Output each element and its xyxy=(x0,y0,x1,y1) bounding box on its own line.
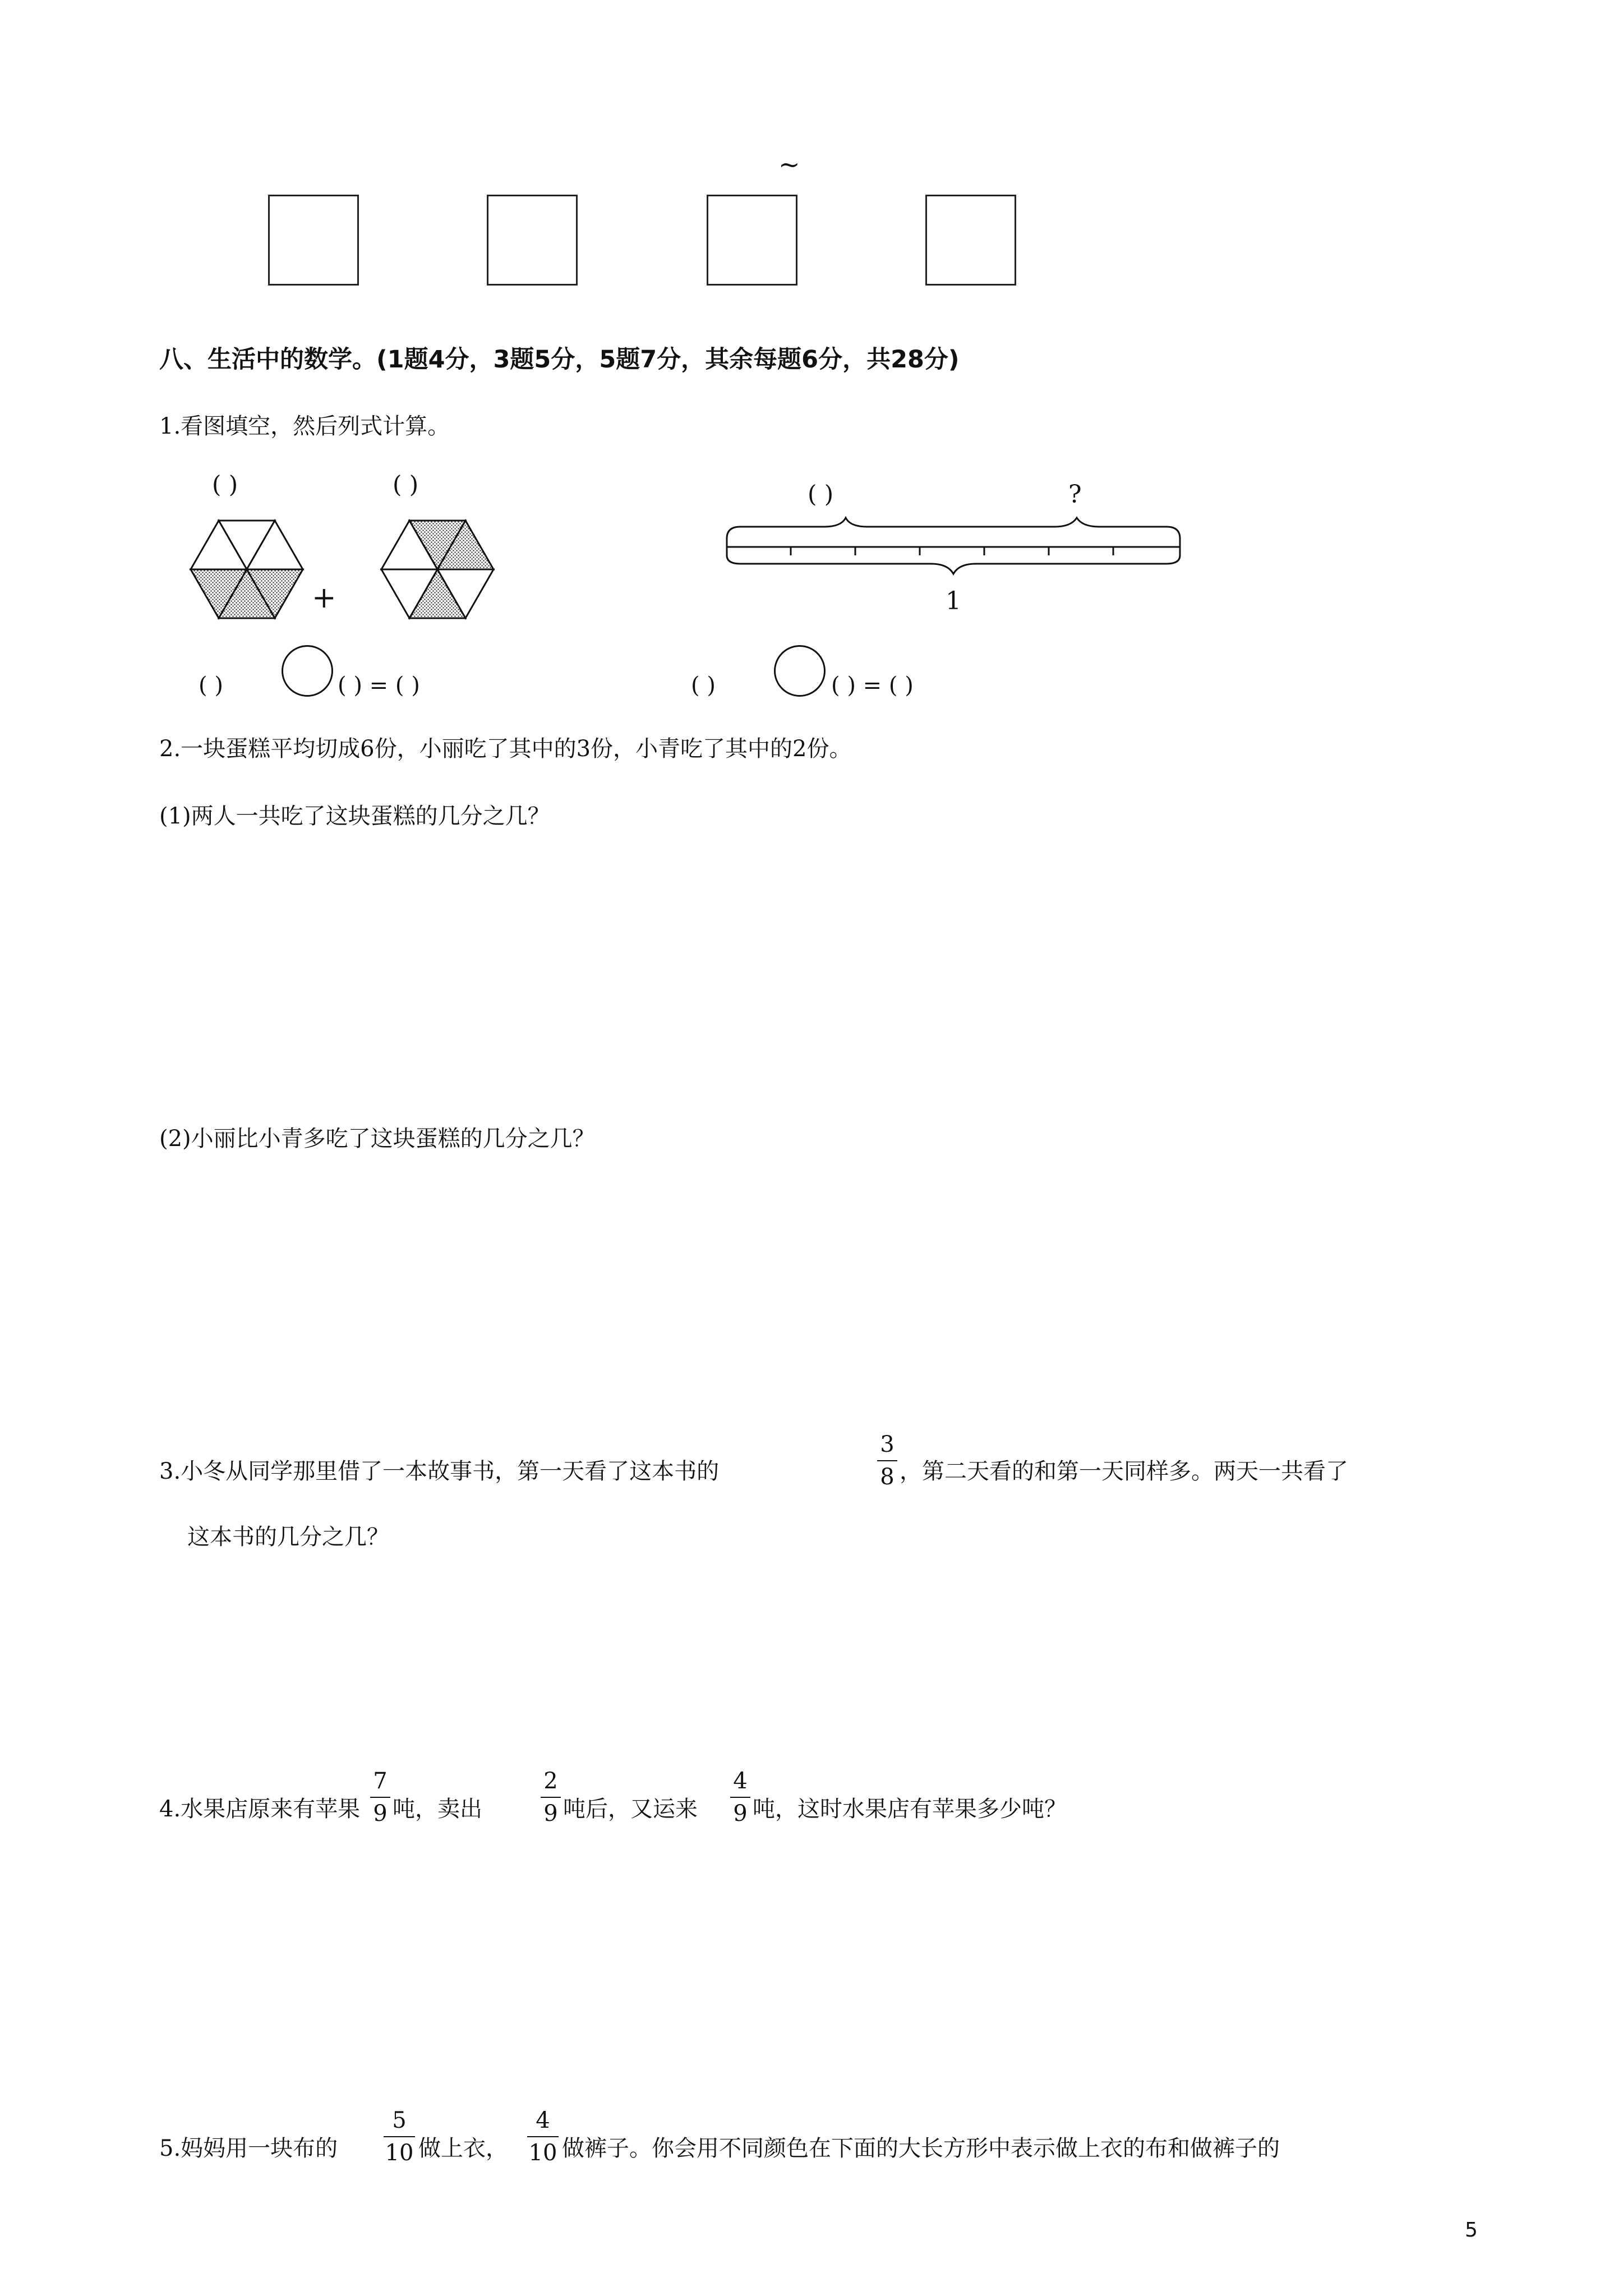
q4-f1-num: 7 xyxy=(373,1768,388,1794)
q4-f1-den: 9 xyxy=(373,1801,388,1826)
hexagon-figures xyxy=(185,508,510,631)
q2-sub2: (2)小丽比小青多吃了这块蛋糕的几分之几？ xyxy=(159,1126,595,1152)
q4-fraction-2 xyxy=(541,1770,561,1825)
number-line xyxy=(718,513,1189,581)
q4-fraction-3 xyxy=(730,1770,750,1825)
q5-text-3: 做裤子。你会用不同颜色在下面的大长方形中表示做上衣的布和做裤子的 xyxy=(562,2136,1280,2161)
top-mark: ~ xyxy=(778,149,800,180)
q1-text: 1.看图填空，然后列式计算。 xyxy=(159,413,450,439)
q4-text-4: 吨，这时水果店有苹果多少吨？ xyxy=(753,1796,1067,1822)
q3-text-3: 这本书的几分之几？ xyxy=(187,1524,389,1550)
eq1-right-blanks[interactable]: ( ) = ( ) xyxy=(338,673,420,698)
eq1-left-blank[interactable]: ( ) xyxy=(199,673,223,698)
page-number: 5 xyxy=(1465,2219,1478,2242)
q5-text-2: 做上衣， xyxy=(418,2136,508,2161)
eq2-left-blank[interactable]: ( ) xyxy=(691,673,716,698)
answer-square-1[interactable] xyxy=(268,195,359,286)
q4-text-3: 吨后，又运来 xyxy=(563,1796,698,1822)
q4-fraction-1 xyxy=(370,1770,390,1825)
numberline-blank[interactable]: ( ) xyxy=(808,480,834,508)
q5-f2-num: 4 xyxy=(536,2108,550,2133)
question-mark: ? xyxy=(1068,480,1082,509)
q4-text-2: 吨，卖出 xyxy=(393,1796,482,1822)
answer-square-2[interactable] xyxy=(487,195,578,286)
q3-text-2: ，第二天看的和第一天同样多。两天一共看了 xyxy=(900,1458,1348,1484)
hexagon-1 xyxy=(191,521,303,618)
hexagon-2 xyxy=(381,521,494,618)
whole-label: 1 xyxy=(946,587,961,615)
q4-f2-den: 9 xyxy=(543,1801,558,1826)
q3-frac-num: 3 xyxy=(880,1432,895,1457)
plus-sign: + xyxy=(312,581,336,615)
hexagon-2-blank[interactable]: ( ) xyxy=(393,471,419,498)
q5-fraction-1 xyxy=(384,2109,415,2164)
answer-square-3[interactable] xyxy=(707,195,797,286)
q4-text-1: 4.水果店原来有苹果 xyxy=(159,1796,361,1822)
q5-f1-den: 10 xyxy=(385,2140,414,2166)
q3-text-1: 3.小冬从同学那里借了一本故事书，第一天看了这本书的 xyxy=(159,1458,720,1484)
q5-text-1: 5.妈妈用一块布的 xyxy=(159,2136,338,2161)
q5-f1-num: 5 xyxy=(392,2108,407,2133)
q2-sub1: (1)两人一共吃了这块蛋糕的几分之几？ xyxy=(159,803,550,829)
q5-fraction-2 xyxy=(527,2109,559,2164)
q4-f3-num: 4 xyxy=(733,1768,748,1794)
q5-f2-den: 10 xyxy=(528,2140,557,2166)
eq2-right-blanks[interactable]: ( ) = ( ) xyxy=(831,673,914,698)
q3-frac-den: 8 xyxy=(880,1464,895,1490)
answer-square-4[interactable] xyxy=(925,195,1016,286)
q3-fraction xyxy=(877,1433,897,1488)
q2-text: 2.一块蛋糕平均切成6份，小丽吃了其中的3份，小青吃了其中的2份。 xyxy=(159,736,852,762)
hexagon-1-blank[interactable]: ( ) xyxy=(212,471,238,498)
eq1-operator-circle[interactable] xyxy=(282,645,333,697)
eq2-operator-circle[interactable] xyxy=(774,645,826,697)
section-title: 八、生活中的数学。(1题4分，3题5分，5题7分，其余每题6分，共28分) xyxy=(159,346,960,374)
q4-f2-num: 2 xyxy=(543,1768,558,1794)
q4-f3-den: 9 xyxy=(733,1801,748,1826)
